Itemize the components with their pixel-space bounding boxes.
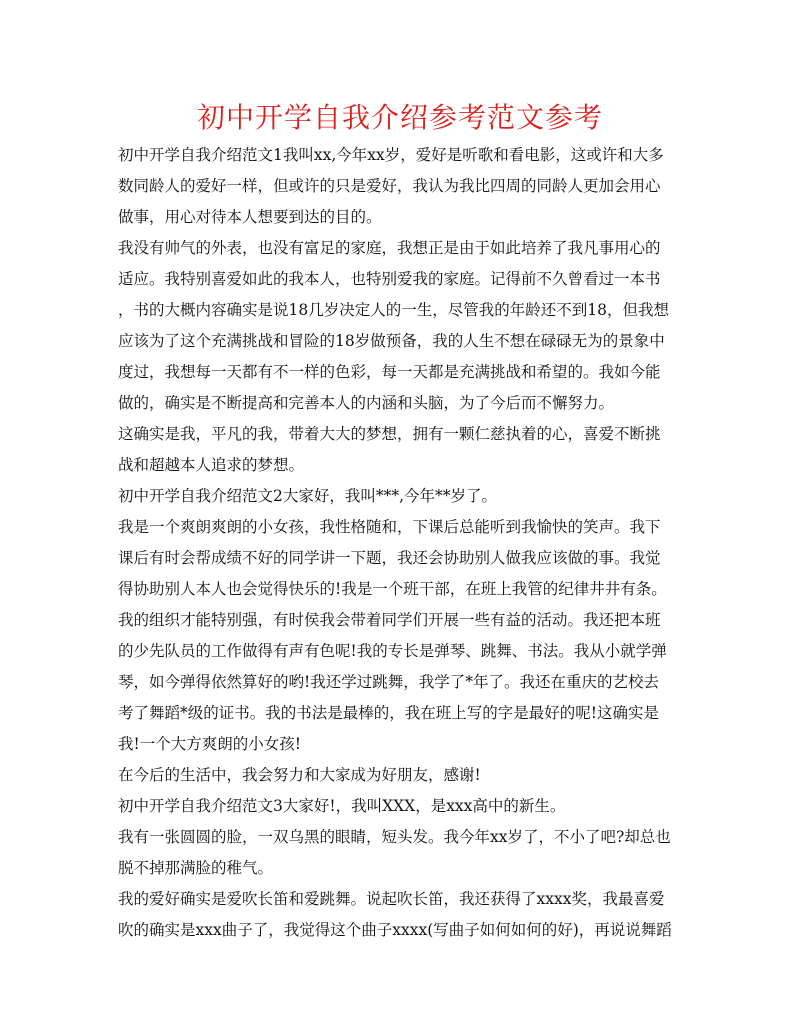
text-line: 应该为了这个充满挑战和冒险的18岁做预备，我的人生不想在碌碌无为的景象中 [118, 332, 665, 350]
text-line: 我有一张圆圆的脸，一双乌黑的眼睛，短头发。我今年xx岁了，不小了吧?却总也 [118, 828, 671, 846]
text-line: 初中开学自我介绍范文3大家好!，我叫XXX，是xxx高中的新生。 [118, 797, 566, 815]
text-line: 课后有时会帮成绩不好的同学讲一下题，我还会协助别人做我应该做的事。我觉 [118, 549, 661, 567]
document-title: 初中开学自我介绍参考范文参考 [196, 101, 603, 134]
text-line: 初中开学自我介绍范文1我叫xx,今年xx岁，爱好是听歌和看电影，这或许和大多 [118, 146, 664, 164]
text-line: 做的，确实是不断提高和完善本人的内涵和头脑，为了今后而不懈努力。 [118, 394, 615, 412]
text-line: 我!一个大方爽朗的小女孩! [118, 735, 301, 753]
text-line: 做事，用心对待本人想要到达的目的。 [118, 208, 382, 226]
text-line: 我是一个爽朗爽朗的小女孩，我性格随和，下课后总能听到我愉快的笑声。我下 [118, 518, 661, 536]
text-line: 战和超越本人追求的梦想。 [118, 456, 305, 474]
text-line: ，书的大概内容确实是说18几岁决定人的一生，尽管我的年龄还不到18，但我想 [118, 301, 669, 319]
text-line: 琴，如今弹得依然算好的哟!我还学过跳舞，我学了*年了。我还在重庆的艺校去 [118, 673, 659, 691]
text-line: 我的组织才能特别强，有时侯我会带着同学们开展一些有益的活动。我还把本班 [118, 611, 661, 629]
text-line: 度过，我想每一天都有不一样的色彩，每一天都是充满挑战和希望的。我如今能 [118, 363, 661, 381]
text-line: 得协助别人本人也会觉得快乐的!我是一个班干部，在班上我管的纪律井井有条。 [118, 580, 667, 598]
text-line: 吹的确实是xxx曲子了，我觉得这个曲子xxxx(写曲子如何如何的好)，再说说舞蹈 [118, 921, 672, 939]
document-body [118, 140, 684, 946]
text-line: 数同龄人的爱好一样，但或许的只是爱好，我认为我比四周的同龄人更加会用心 [118, 177, 661, 195]
text-line: 考了舞蹈*级的证书。我的书法是最棒的，我在班上写的字是最好的呢!这确实是 [118, 704, 659, 722]
text-line: 的少先队员的工作做得有声有色呢!我的专长是弹琴、跳舞、书法。我从小就学弹 [118, 642, 667, 660]
text-line: 初中开学自我介绍范文2大家好，我叫***,今年**岁了。 [118, 487, 498, 505]
text-line: 适应。我特别喜爱如此的我本人，也特别爱我的家庭。记得前不久曾看过一本书 [118, 270, 661, 288]
text-line: 在今后的生活中，我会努力和大家成为好朋友，感谢! [118, 766, 481, 784]
text-line: 这确实是我，平凡的我，带着大大的梦想，拥有一颗仁慈执着的心，喜爱不断挑 [118, 425, 661, 443]
text-line: 脱不掉那满脸的稚气。 [118, 859, 274, 877]
text-line: 我没有帅气的外表，也没有富足的家庭，我想正是由于如此培养了我凡事用心的 [118, 239, 661, 257]
text-line: 我的爱好确实是爱吹长笛和爱跳舞。说起吹长笛，我还获得了xxxx奖，我最喜爱 [118, 890, 665, 908]
